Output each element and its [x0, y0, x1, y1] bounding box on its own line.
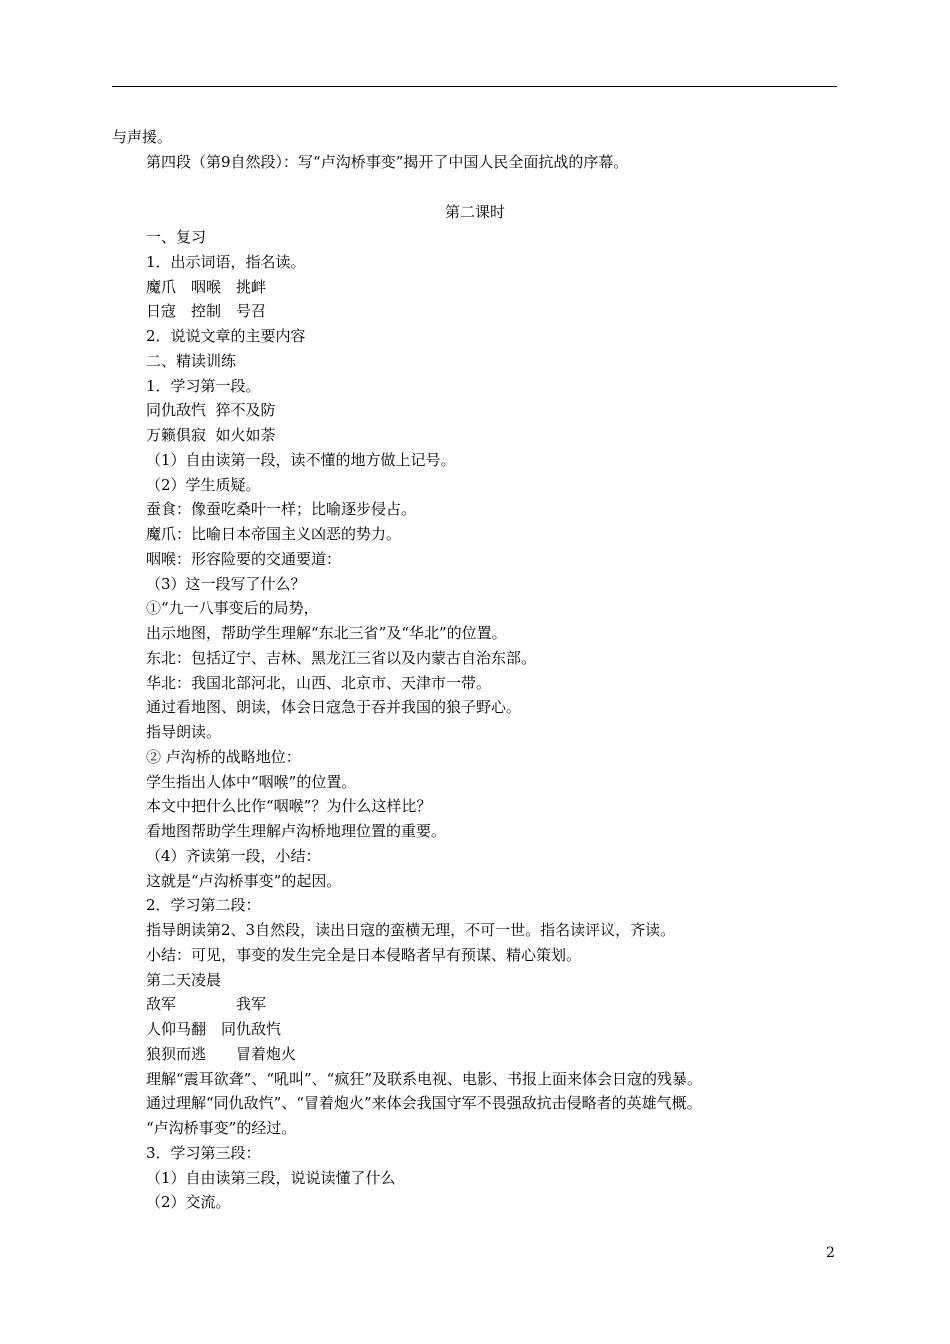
text-line: 魔爪 咽喉 挑衅	[146, 277, 267, 296]
text-line: 看地图帮助学生理解卢沟桥地理位置的重要。	[146, 822, 447, 840]
text-line: 敌军 我军	[146, 995, 267, 1014]
text-line: 小结：可见，事变的发生完全是日本侵略者早有预谋、精心策划。	[146, 945, 582, 964]
page-number: 2	[826, 1245, 835, 1261]
text-line: 通过看地图、朗读，体会日寇急于吞并我国的狼子野心。	[146, 698, 522, 717]
text-line: ② 卢沟桥的战略地位：	[146, 747, 301, 766]
text-line: 人仰马翻 同仇敌忾	[146, 1020, 282, 1038]
text-line: 出示地图，帮助学生理解“东北三省”及“华北”的位置。	[146, 624, 507, 642]
text-line: ①“九一八事变后的局势，	[146, 599, 319, 618]
text-line: （2）学生质疑。	[146, 475, 261, 494]
text-line: 通过理解“同仇敌忾”、“冒着炮火”来体会我国守军不畏强敌抗击侵略者的英雄气概。	[146, 1094, 702, 1113]
header-rule	[112, 86, 837, 87]
text-line: （3）这一段写了什么？	[146, 574, 306, 593]
text-line: 第二天凌晨	[146, 970, 222, 989]
text-line: 与声援。	[112, 128, 173, 146]
text-line: 指导朗读。	[146, 723, 222, 741]
text-line: 1．出示词语，指名读。	[146, 252, 306, 271]
text-line: 魔爪：比喻日本帝国主义凶恶的势力。	[146, 525, 402, 543]
text-line: 第四段（第9自然段）：写“卢沟桥事变”揭开了中国人民全面抗战的序幕。	[146, 153, 629, 171]
text-line: 万籁俱寂 如火如荼	[146, 426, 276, 444]
text-line: 蚕食：像蚕吃桑叶一样；比喻逐步侵占。	[146, 500, 417, 519]
text-line: 这就是“卢沟桥事变”的起因。	[146, 871, 342, 890]
text-line: 日寇 控制 号召	[146, 302, 267, 321]
text-line: 同仇敌忾 猝不及防	[146, 401, 276, 420]
text-line: 3．学习第三段：	[146, 1143, 261, 1162]
text-line: 咽喉：形容险要的交通要道：	[146, 549, 342, 568]
text-line: 1．学习第一段。	[146, 376, 261, 395]
text-line: “卢沟桥事变”的经过。	[146, 1119, 297, 1137]
text-line: （1）自由读第三段，说说读懂了什么	[146, 1168, 396, 1187]
text-line: （2）交流。	[146, 1193, 231, 1212]
text-line: 2．说说文章的主要内容	[146, 327, 306, 345]
text-line: 一、复习	[146, 228, 207, 246]
text-line: （4）齐读第一段，小结：	[146, 846, 321, 865]
text-line: 二、精读训练	[146, 351, 237, 370]
text-line: 东北：包括辽宁、吉林、黑龙江三省以及内蒙古自治东部。	[146, 648, 537, 667]
text-line: 理解“震耳欲聋”、“吼叫”、“疯狂”及联系电视、电影、书报上面来体会日寇的残暴。	[146, 1069, 703, 1088]
text-line: （1）自由读第一段，读不懂的地方做上记号。	[146, 450, 456, 469]
section-title: 第二课时	[444, 203, 505, 221]
text-line: 本文中把什么比作“咽喉”？为什么这样比？	[146, 797, 432, 816]
text-line: 学生指出人体中“咽喉”的位置。	[146, 772, 357, 791]
text-line: 指导朗读第2、3自然段，读出日寇的蛮横无理，不可一世。指名读评议，齐读。	[146, 921, 676, 939]
text-line: 狼狈而逃 冒着炮火	[146, 1044, 297, 1063]
text-line: 华北：我国北部河北，山西、北京市、天津市一带。	[146, 673, 492, 692]
text-line: 2．学习第二段：	[146, 896, 261, 915]
